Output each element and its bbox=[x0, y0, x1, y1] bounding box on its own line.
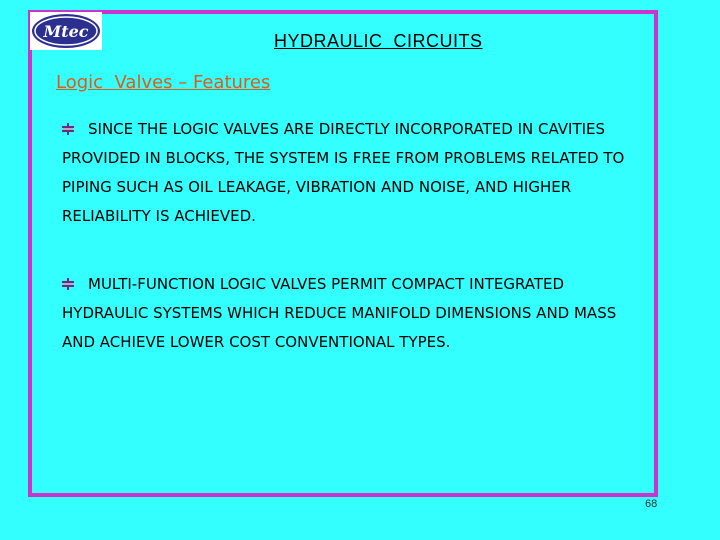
page-number: 68 bbox=[645, 498, 658, 510]
bullet-icon bbox=[62, 278, 74, 290]
bullet-item bbox=[62, 115, 632, 231]
slide-title: HYDRAULIC CIRCUITS bbox=[274, 31, 483, 51]
bullet-item bbox=[62, 270, 632, 357]
logo-text: Mtec bbox=[43, 22, 89, 41]
logo bbox=[30, 12, 102, 50]
bullet-text: MULTI-FUNCTION LOGIC VALVES PERMIT COMPACT INTEGRATED HYDRAULIC SYSTEMS WHICH REDUCE MANIFOLD DIMENSIONS AND MASS AND ACHIEVE LOWER COST CONVENTIONAL TYPES. bbox=[62, 275, 617, 351]
logo-graphic bbox=[30, 12, 102, 50]
bullet-text: SINCE THE LOGIC VALVES ARE DIRECTLY INCORPORATED IN CAVITIES PROVIDED IN BLOCKS, THE SYSTEM IS FREE FROM PROBLEMS RELATED TO PIPING SUCH AS OIL LEAKAGE, VIBRATION AND NOISE, AND HIGHER RELIABILITY IS ACHIEVED. bbox=[62, 120, 625, 225]
slide-subtitle: Logic Valves – Features bbox=[56, 72, 271, 93]
bullet-icon bbox=[62, 123, 74, 135]
